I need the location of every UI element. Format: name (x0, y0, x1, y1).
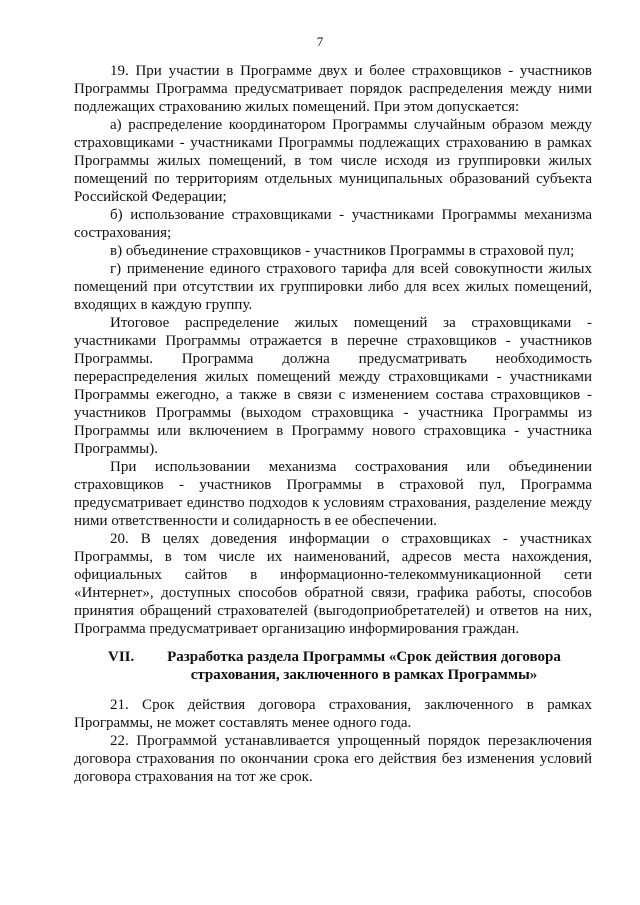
section-number: VII. (108, 649, 135, 665)
page-number: 7 (316, 34, 324, 49)
paragraph-19-v: в) объединение страховщиков - участников Программы в страховой пул; (110, 243, 575, 259)
paragraph-distribution: Итоговое распределение жилых помещений за страховщиками - участниками Программы отражается в перечне страховщиков - участников Программы. Программа должна предусматривать необходимость перераспределения жилых помещений между страховщиками - участниками Программы ежегодно, а также в связи с изменением состава страховщиков - участников Программы (выходом страховщика - участника Программы из Программы или включением в Программу нового страховщика - участника Программы). (74, 315, 592, 457)
section-title: Разработка раздела Программы «Срок действия договора страхования, заключенного в рамках Программы» (167, 649, 561, 683)
paragraph-coinsurance: При использовании механизма сострахования или объединении страховщиков - участников Программы в страховой пул, Программа предусматривает единство подходов к условиям страхования, разделение между ними ответственности и солидарность в ее обеспечении. (74, 459, 592, 529)
paragraph-19-a: а) распределение координатором Программы случайным образом между страховщиками - участниками Программы подлежащих страхованию в рамках Программы жилых помещений, в том числе исходя из группировки жилых помещений по территориям отдельных муниципальных образований субъекта Российской Федерации; (74, 117, 592, 205)
paragraph-20: 20. В целях доведения информации о страховщиках - участниках Программы, в том числе их наименований, адресов места нахождения, официальных сайтов в информационно-телекоммуникационной сети «Интернет», доступных способов обратной связи, графика работы, способов принятия обращений страхователей (выгодоприобретателей) и ответов на них, Программа предусматривает организацию информирования граждан. (74, 531, 592, 637)
paragraph-19: 19. При участии в Программе двух и более страховщиков - участников Программы Программа предусматривает порядок распределения между ними подлежащих страхованию жилых помещений. При этом допускается: (74, 63, 592, 115)
paragraph-19-b: б) использование страховщиками - участниками Программы механизма сострахования; (74, 207, 592, 241)
document-body (74, 62, 592, 786)
section-heading (74, 648, 592, 684)
paragraph-22: 22. Программой устанавливается упрощенный порядок перезаключения договора страхования по окончании срока его действия без изменения условий договора страхования на тот же срок. (74, 733, 592, 785)
paragraph-21: 21. Срок действия договора страхования, заключенного в рамках Программы, не может составлять менее одного года. (74, 697, 592, 731)
paragraph-19-g: г) применение единого страхового тарифа для всей совокупности жилых помещений при отсутствии их группировки либо для всех жилых помещений, входящих в каждую группу. (74, 261, 592, 313)
